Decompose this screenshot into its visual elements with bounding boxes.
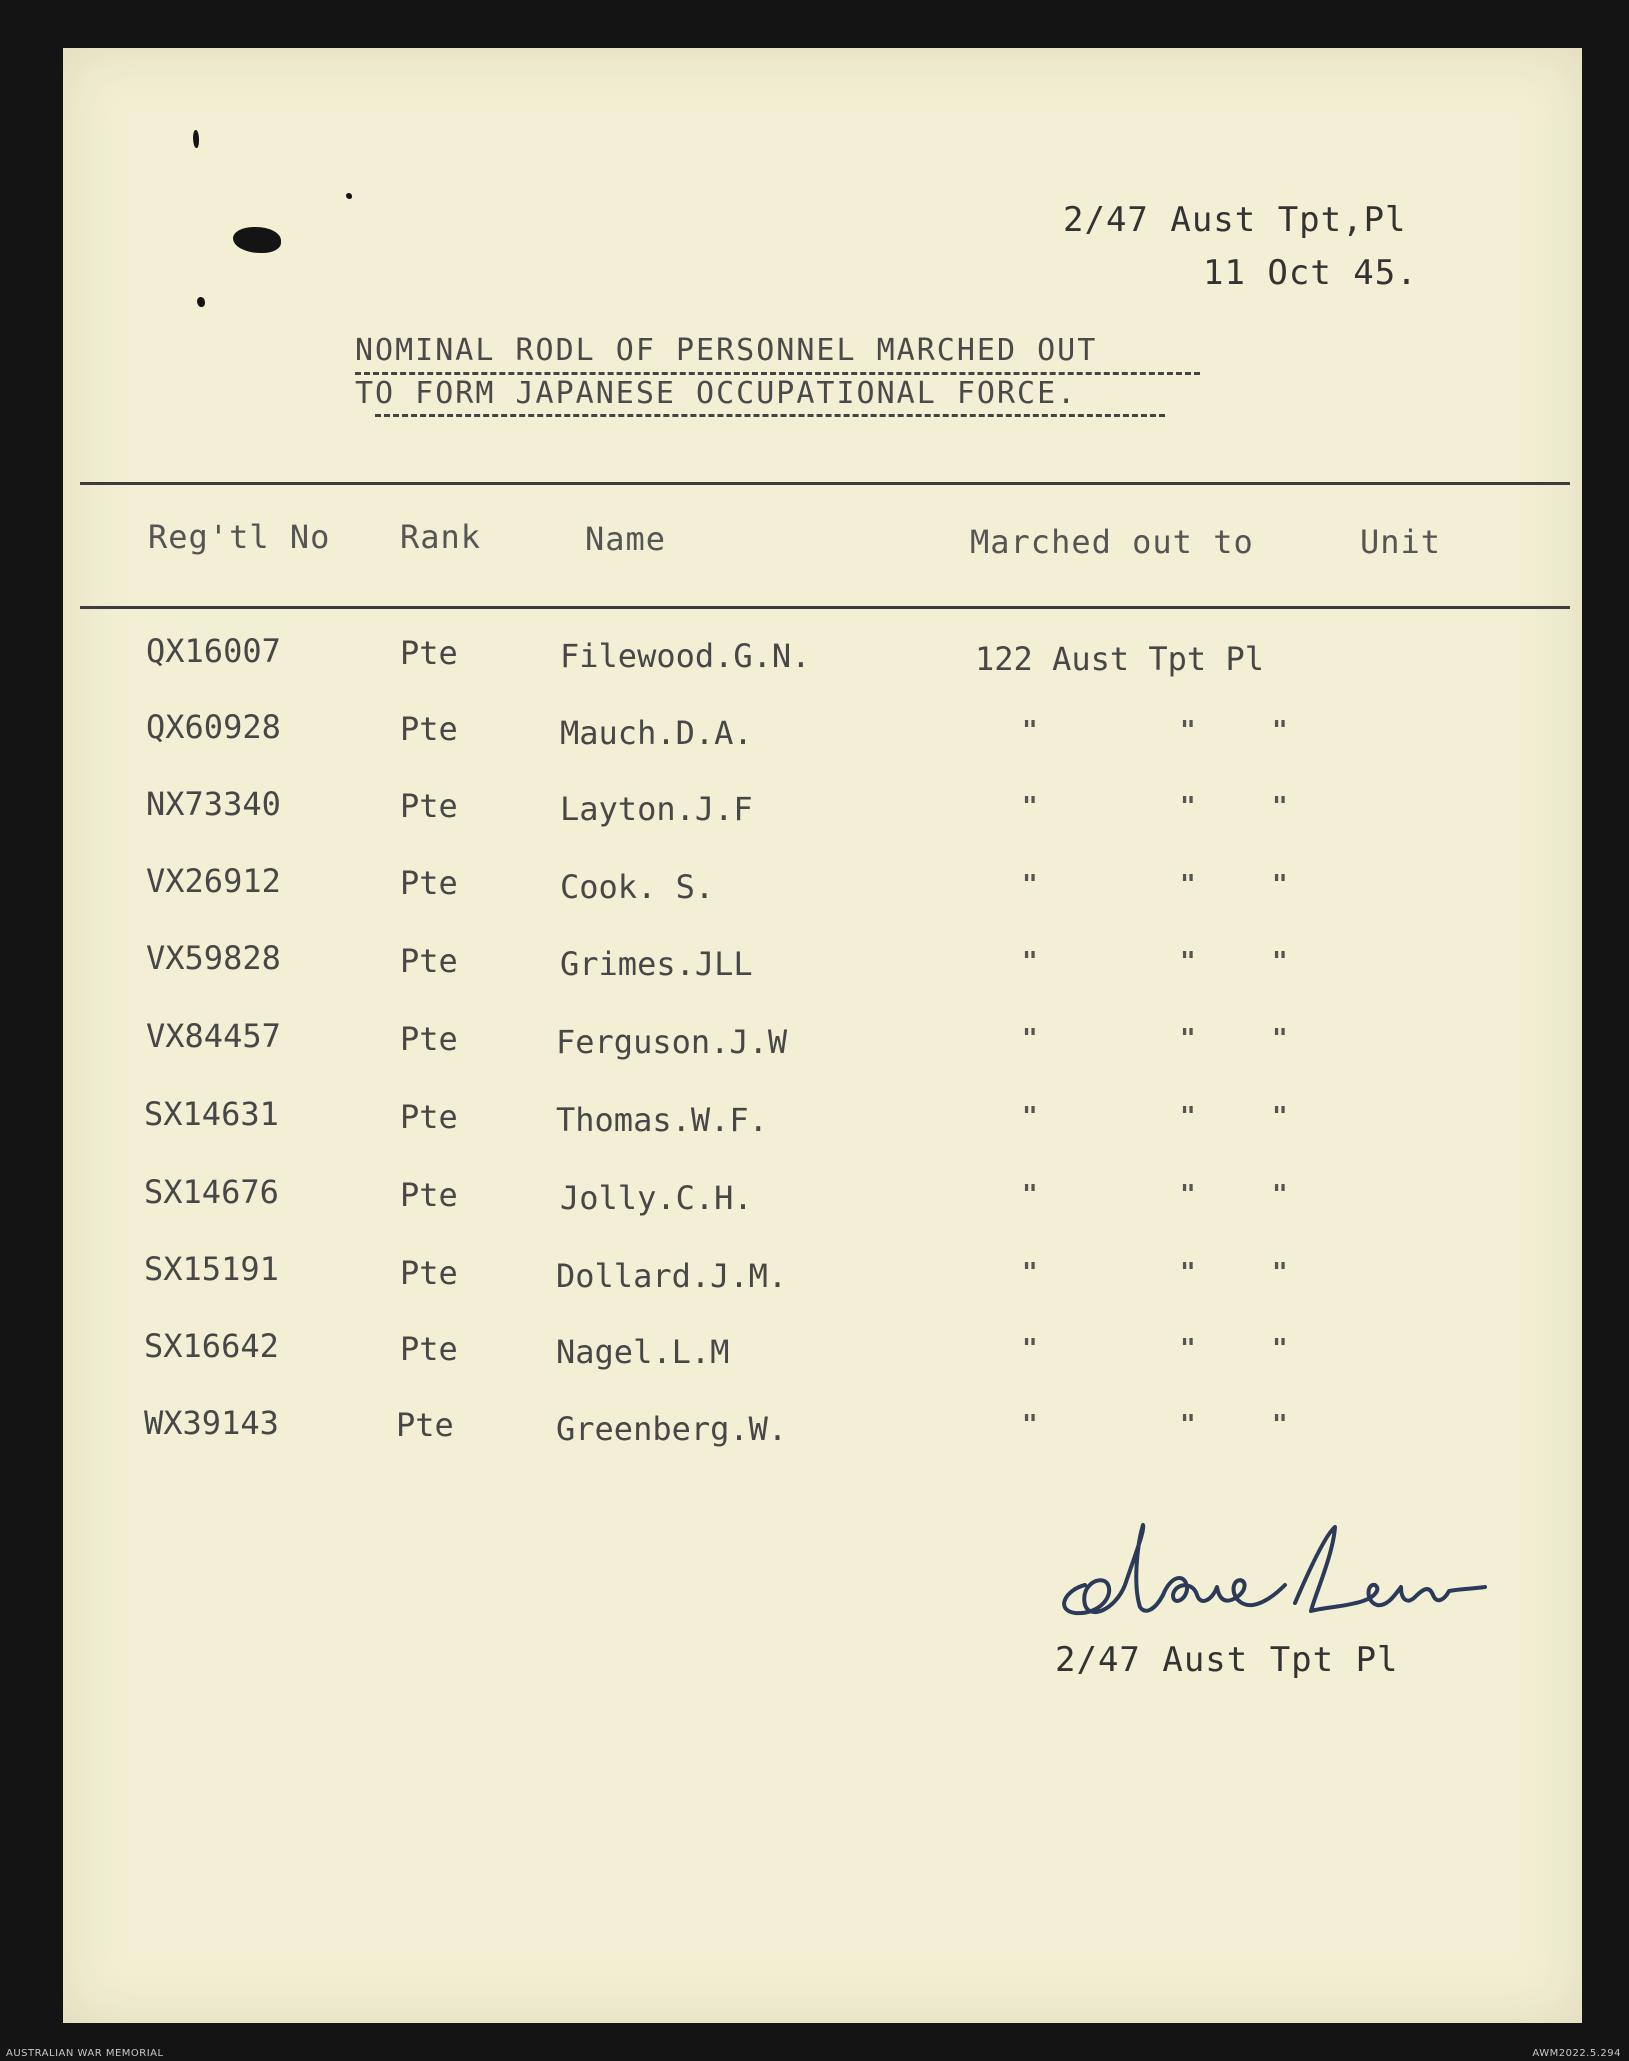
title-underline-2 <box>375 414 1165 417</box>
ditto-mark: " <box>1022 1102 1038 1132</box>
rank: Pte <box>400 864 458 902</box>
ditto-mark: " <box>1180 1334 1196 1364</box>
rank: Pte <box>400 787 458 825</box>
name: Dollard.J.M. <box>556 1257 788 1295</box>
name: Nagel.L.M <box>556 1333 730 1371</box>
regtl-no: SX14631 <box>144 1095 279 1133</box>
signature-image <box>1045 1515 1495 1635</box>
name: Mauch.D.A. <box>560 714 753 752</box>
name: Cook. S. <box>560 868 715 906</box>
rank: Pte <box>400 1254 458 1292</box>
column-header-rank: Rank <box>400 518 482 556</box>
header-unit: 2/47 Aust Tpt,Pl <box>1063 200 1407 240</box>
name: Layton.J.F <box>560 790 753 828</box>
ditto-mark: " <box>1180 792 1196 822</box>
footer-right: AWM2022.5.294 <box>1532 2048 1621 2059</box>
rank: Pte <box>400 1330 458 1368</box>
regtl-no: VX84457 <box>146 1017 281 1055</box>
rank: Pte <box>400 942 458 980</box>
ditto-mark: " <box>1022 1180 1038 1210</box>
ditto-mark: " <box>1022 1410 1038 1440</box>
destination: 122 Aust Tpt Pl <box>975 640 1264 678</box>
ditto-mark: " <box>1022 1258 1038 1288</box>
rank: Pte <box>400 1098 458 1136</box>
name: Jolly.C.H. <box>560 1179 753 1217</box>
rank: Pte <box>400 1176 458 1214</box>
regtl-no: SX14676 <box>144 1173 279 1211</box>
column-header-name: Name <box>585 520 667 558</box>
regtl-no: SX16642 <box>144 1327 279 1365</box>
ditto-mark: " <box>1022 947 1038 977</box>
title-underline-1 <box>355 372 1200 375</box>
ditto-mark: " <box>1180 870 1196 900</box>
header-date: 11 Oct 45. <box>1203 253 1418 293</box>
ditto-mark: " <box>1022 1334 1038 1364</box>
name: Greenberg.W. <box>556 1410 788 1448</box>
paper-mark <box>197 297 205 307</box>
column-header-regtl-no: Reg'tl No <box>148 518 331 556</box>
rank: Pte <box>400 1020 458 1058</box>
regtl-no: VX26912 <box>146 862 281 900</box>
regtl-no: QX60928 <box>146 708 281 746</box>
column-header-marched-out-to: Marched out to <box>970 523 1254 561</box>
ditto-mark: " <box>1272 1024 1288 1054</box>
ditto-mark: " <box>1180 947 1196 977</box>
ditto-mark: " <box>1272 1258 1288 1288</box>
name: Thomas.W.F. <box>556 1101 768 1139</box>
rank: Pte <box>396 1406 454 1444</box>
title-line-1: NOMINAL RODL OF PERSONNEL MARCHED OUT <box>355 333 1098 368</box>
regtl-no: NX73340 <box>146 785 281 823</box>
ditto-mark: " <box>1022 792 1038 822</box>
signature-unit: 2/47 Aust Tpt Pl <box>1055 1640 1399 1680</box>
name: Ferguson.J.W <box>556 1023 788 1061</box>
ditto-mark: " <box>1022 1024 1038 1054</box>
regtl-no: VX59828 <box>146 939 281 977</box>
ditto-mark: " <box>1180 1258 1196 1288</box>
ditto-mark: " <box>1272 870 1288 900</box>
ditto-mark: " <box>1022 870 1038 900</box>
table-header-rule <box>80 606 1570 609</box>
rank: Pte <box>400 710 458 748</box>
regtl-no: SX15191 <box>144 1250 279 1288</box>
footer-left: AUSTRALIAN WAR MEMORIAL <box>6 2048 164 2059</box>
ditto-mark: " <box>1272 792 1288 822</box>
ditto-mark: " <box>1272 1102 1288 1132</box>
regtl-no: WX39143 <box>144 1404 279 1442</box>
ditto-mark: " <box>1272 1180 1288 1210</box>
ditto-mark: " <box>1272 1334 1288 1364</box>
ditto-mark: " <box>1180 1180 1196 1210</box>
ditto-mark: " <box>1180 716 1196 746</box>
rank: Pte <box>400 634 458 672</box>
table-top-rule <box>80 482 1570 485</box>
ditto-mark: " <box>1180 1102 1196 1132</box>
paper-mark <box>346 193 352 199</box>
ditto-mark: " <box>1022 716 1038 746</box>
ditto-mark: " <box>1272 1410 1288 1440</box>
ditto-mark: " <box>1272 716 1288 746</box>
column-header-unit: Unit <box>1360 523 1442 561</box>
ditto-mark: " <box>1180 1410 1196 1440</box>
paper-mark <box>193 130 199 148</box>
ditto-mark: " <box>1180 1024 1196 1054</box>
name: Filewood.G.N. <box>560 637 811 675</box>
regtl-no: QX16007 <box>146 632 281 670</box>
title-line-2: TO FORM JAPANESE OCCUPATIONAL FORCE. <box>355 376 1078 411</box>
name: Grimes.JLL <box>560 945 753 983</box>
ditto-mark: " <box>1272 947 1288 977</box>
